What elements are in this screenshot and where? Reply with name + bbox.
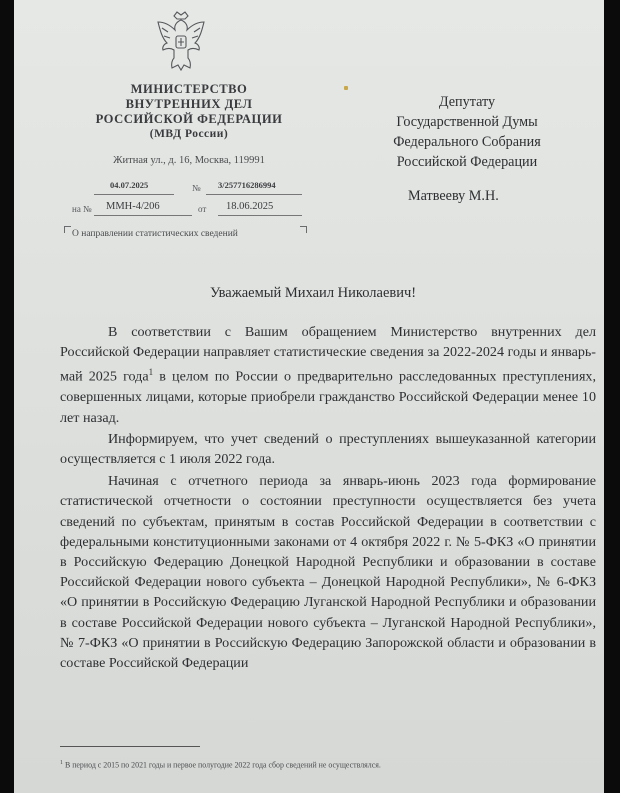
russian-coat-of-arms-icon <box>154 10 208 72</box>
ministry-line: ВНУТРЕННИХ ДЕЛ <box>125 97 253 111</box>
ministry-name-block <box>94 82 284 142</box>
reference-date-underline <box>218 215 302 216</box>
recipient-line: Федерального Собрания <box>393 134 541 150</box>
ministry-line: РОССИЙСКОЙ ФЕДЕРАЦИИ <box>95 112 283 126</box>
registration-date: 04.07.2025 <box>110 180 149 190</box>
ministry-address: Житная ул., д. 16, Москва, 119991 <box>113 155 265 166</box>
letter-subject: О направлении статистических сведений <box>72 229 238 239</box>
registration-number-underline <box>206 194 302 195</box>
recipient-line: Депутату <box>438 94 496 110</box>
letter-body <box>60 322 596 675</box>
recipient-line: Государственной Думы <box>396 114 538 130</box>
paragraph-2: Информируем, что учет сведений о преступлениях вышеуказанной категории осуществляется с 1 июля 2022 года. <box>60 431 596 468</box>
paragraph-3: Начиная с отчетного периода за январь-июнь 2023 года формирование статистической отчетности о состоянии преступности осуществляется без учета сведений по субъектам, принятым в состав Российской Федерации в соответствии с федеральными конституционными законами от 4 октября 2022 г. № 5-ФКЗ «О принятии в Российскую Федерацию Донецкой Народной Республики и образовании в составе Российской Федерации нового субъекта – Донецкой Народной Республики», № 6-ФКЗ «О принятии в Российскую Федерацию Луганской Народной Республики и образовании в составе Российской Федерации нового субъекта – Луганской Народной Республики», № 7-ФКЗ «О принятии в Российскую Федерацию Запорожской области и образовании в составе Российской Федерации <box>60 473 596 671</box>
recipient-name: Матвееву М.Н. <box>408 188 499 204</box>
footnote-ref: 1 <box>148 367 154 378</box>
footnote-text: В период с 2015 по 2021 годы и первое полугодие 2022 года сбор сведений не осуществлялся. <box>63 760 381 770</box>
paragraph-1 <box>60 322 596 428</box>
reference-number: ММН-4/206 <box>106 201 160 212</box>
reference-from-label: от <box>198 204 207 214</box>
registration-number-label: № <box>192 183 201 193</box>
registration-date-underline <box>94 194 174 195</box>
paragraph-1-text: В соответствии с Вашим обращением Министерство внутренних дел Российской Федерации направляет статистические сведения за 2022-2024 годы и январь-май 2025 года <box>60 324 596 386</box>
subject-bracket-left <box>64 226 71 233</box>
paragraph-1-text-cont: в целом по России о предварительно расследованных преступлениях, совершенных лицами, которые приобрели гражданство Российской Федерации менее 10 лет назад. <box>60 369 596 426</box>
registration-number: 3/257716286994 <box>218 180 276 190</box>
reference-date: 18.06.2025 <box>226 201 274 212</box>
greeting: Уважаемый Михаил Николаевич! <box>210 285 417 301</box>
reference-number-underline <box>94 215 192 216</box>
ministry-line: МИНИСТЕРСТВО <box>130 82 248 96</box>
document-page <box>14 0 604 793</box>
paper-speck <box>344 86 348 90</box>
ministry-abbreviation: (МВД России) <box>149 128 229 140</box>
recipient-block <box>372 92 562 172</box>
recipient-line: Российской Федерации <box>396 154 538 170</box>
reference-label: на № <box>72 204 92 214</box>
footnote-separator <box>60 746 200 747</box>
footnote <box>60 760 381 770</box>
footnote-mark: 1 <box>60 760 63 766</box>
subject-bracket-right <box>300 226 307 233</box>
